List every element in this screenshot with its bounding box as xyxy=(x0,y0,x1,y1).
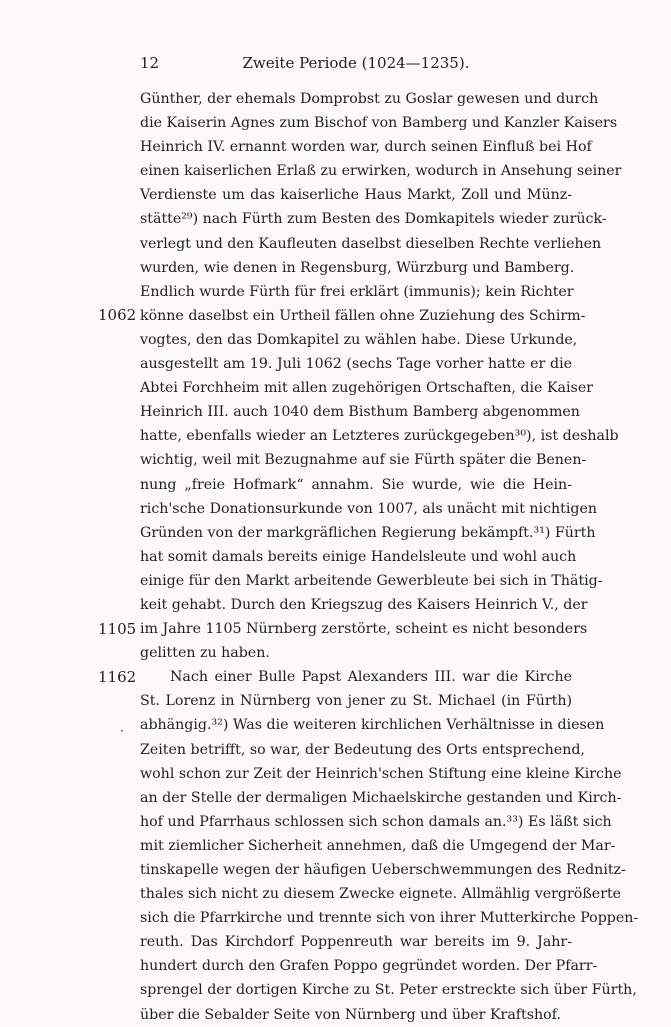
text-line: mit ziemlicher Sicherheit annehmen, daß die Umgegend der Mar- xyxy=(140,837,616,854)
margin-year-1105: 1105 xyxy=(98,620,137,638)
text-line: stätte²⁹) nach Fürth zum Besten des Domkapitels wieder zurück- xyxy=(140,211,607,228)
text-line: vogtes, den das Domkapitel zu wählen habe. Diese Urkunde, xyxy=(140,331,578,348)
body-text xyxy=(140,87,639,1027)
page-number: 12 xyxy=(140,54,160,72)
text-line: tinskapelle wegen der häufigen Ueberschwemmungen des Rednitz- xyxy=(140,862,626,878)
text-line: thales sich nicht zu diesem Zwecke eignete. Allmählig vergrößerte xyxy=(140,886,622,903)
text-line: verlegt und den Kaufleuten daselbst dieselben Rechte verliehen xyxy=(140,235,602,252)
running-title: Zweite Periode (1024—1235). xyxy=(242,54,470,72)
text-line: Heinrich III. auch 1040 dem Bisthum Bamberg abgenommen xyxy=(140,404,580,421)
text-line: hof und Pfarrhaus schlossen sich schon damals an.³³) Es läßt sich xyxy=(140,813,612,830)
page-header xyxy=(140,54,572,76)
text-line: könne daselbst ein Urtheil fällen ohne Zuziehung des Schirm- xyxy=(140,307,586,324)
text-line: an der Stelle der dermaligen Michaelskirche gestanden und Kirch- xyxy=(140,789,622,806)
text-line: wohl schon zur Zeit der Heinrich'schen Stiftung eine kleine Kirche xyxy=(140,765,622,782)
text-line: über die Sebalder Seite von Nürnberg und über Kraftshof. xyxy=(140,1006,561,1023)
text-line: wurden, wie denen in Regensburg, Würzburg und Bamberg. xyxy=(140,259,575,276)
text-line: einige für den Markt arbeitende Gewerbleute bei sich in Thätig- xyxy=(140,572,603,589)
text-line: Nach einer Bulle Papst Alexanders III. war die Kirche xyxy=(170,669,572,686)
text-line: gelitten zu haben. xyxy=(140,645,270,662)
text-line: St. Lorenz in Nürnberg von jener zu St. Michael (in Fürth) xyxy=(140,693,572,710)
text-line: hat somit damals bereits einige Handelsleute und wohl auch xyxy=(140,548,577,565)
text-line: reuth. Das Kirchdorf Poppenreuth war bereits im 9. Jahr- xyxy=(140,934,572,951)
text-line: Günther, der ehemals Domprobst zu Goslar gewesen und durch xyxy=(140,91,599,107)
margin-year-1162: 1162 xyxy=(98,668,137,686)
text-line: Zeiten betrifft, so war, der Bedeutung des Orts entsprechend, xyxy=(140,741,585,758)
text-line: sprengel der dortigen Kirche zu St. Peter erstreckte sich über Fürth, xyxy=(140,982,637,999)
text-line: hatte, ebenfalls wieder an Letzteres zurückgegeben³⁰), ist deshalb xyxy=(140,428,619,445)
text-line: Abtei Forchheim mit allen zugehörigen Ortschaften, die Kaiser xyxy=(140,380,593,397)
text-line: sich die Pfarrkirche und trennte sich von ihrer Mutterkirche Poppen- xyxy=(140,910,639,927)
text-line: die Kaiserin Agnes zum Bischof von Bamberg und Kanzler Kaisers xyxy=(140,115,618,132)
text-line: Endlich wurde Fürth für frei erklärt (immunis); kein Richter xyxy=(140,283,574,300)
margin-year-1062: 1062 xyxy=(98,306,137,324)
text-line: abhängig.³²) Was die weiteren kirchlichen Verhältnisse in diesen xyxy=(140,717,605,734)
text-line: ausgestellt am 19. Juli 1062 (sechs Tage vorher hatte er die xyxy=(140,356,572,373)
text-line: wichtig, weil mit Bezugnahme auf sie Fürth später die Benen- xyxy=(140,452,587,469)
text-line: Gründen von der markgräflichen Regierung bekämpft.³¹) Fürth xyxy=(140,524,596,541)
text-line: rich'sche Donationsurkunde von 1007, als unächt mit nichtigen xyxy=(140,500,598,517)
text-line: nung „freie Hofmark“ annahm. Sie wurde, wie die Hein- xyxy=(140,476,572,493)
text-line: Verdienste um das kaiserliche Haus Markt, Zoll und Münz- xyxy=(140,187,572,204)
text-line: hundert durch den Grafen Poppo gegründet worden. Der Pfarr- xyxy=(140,958,598,975)
text-line: Heinrich IV. ernannt worden war, durch seinen Einfluß bei Hof xyxy=(140,139,592,156)
text-line: keit gehabt. Durch den Kriegszug des Kaisers Heinrich V., der xyxy=(140,596,588,613)
text-line: einen kaiserlichen Erlaß zu erwirken, wodurch in Ansehung seiner xyxy=(140,163,622,180)
text-line: im Jahre 1105 Nürnberg zerstörte, scheint es nicht besonders xyxy=(140,621,588,638)
stray-mark: · xyxy=(120,724,124,738)
